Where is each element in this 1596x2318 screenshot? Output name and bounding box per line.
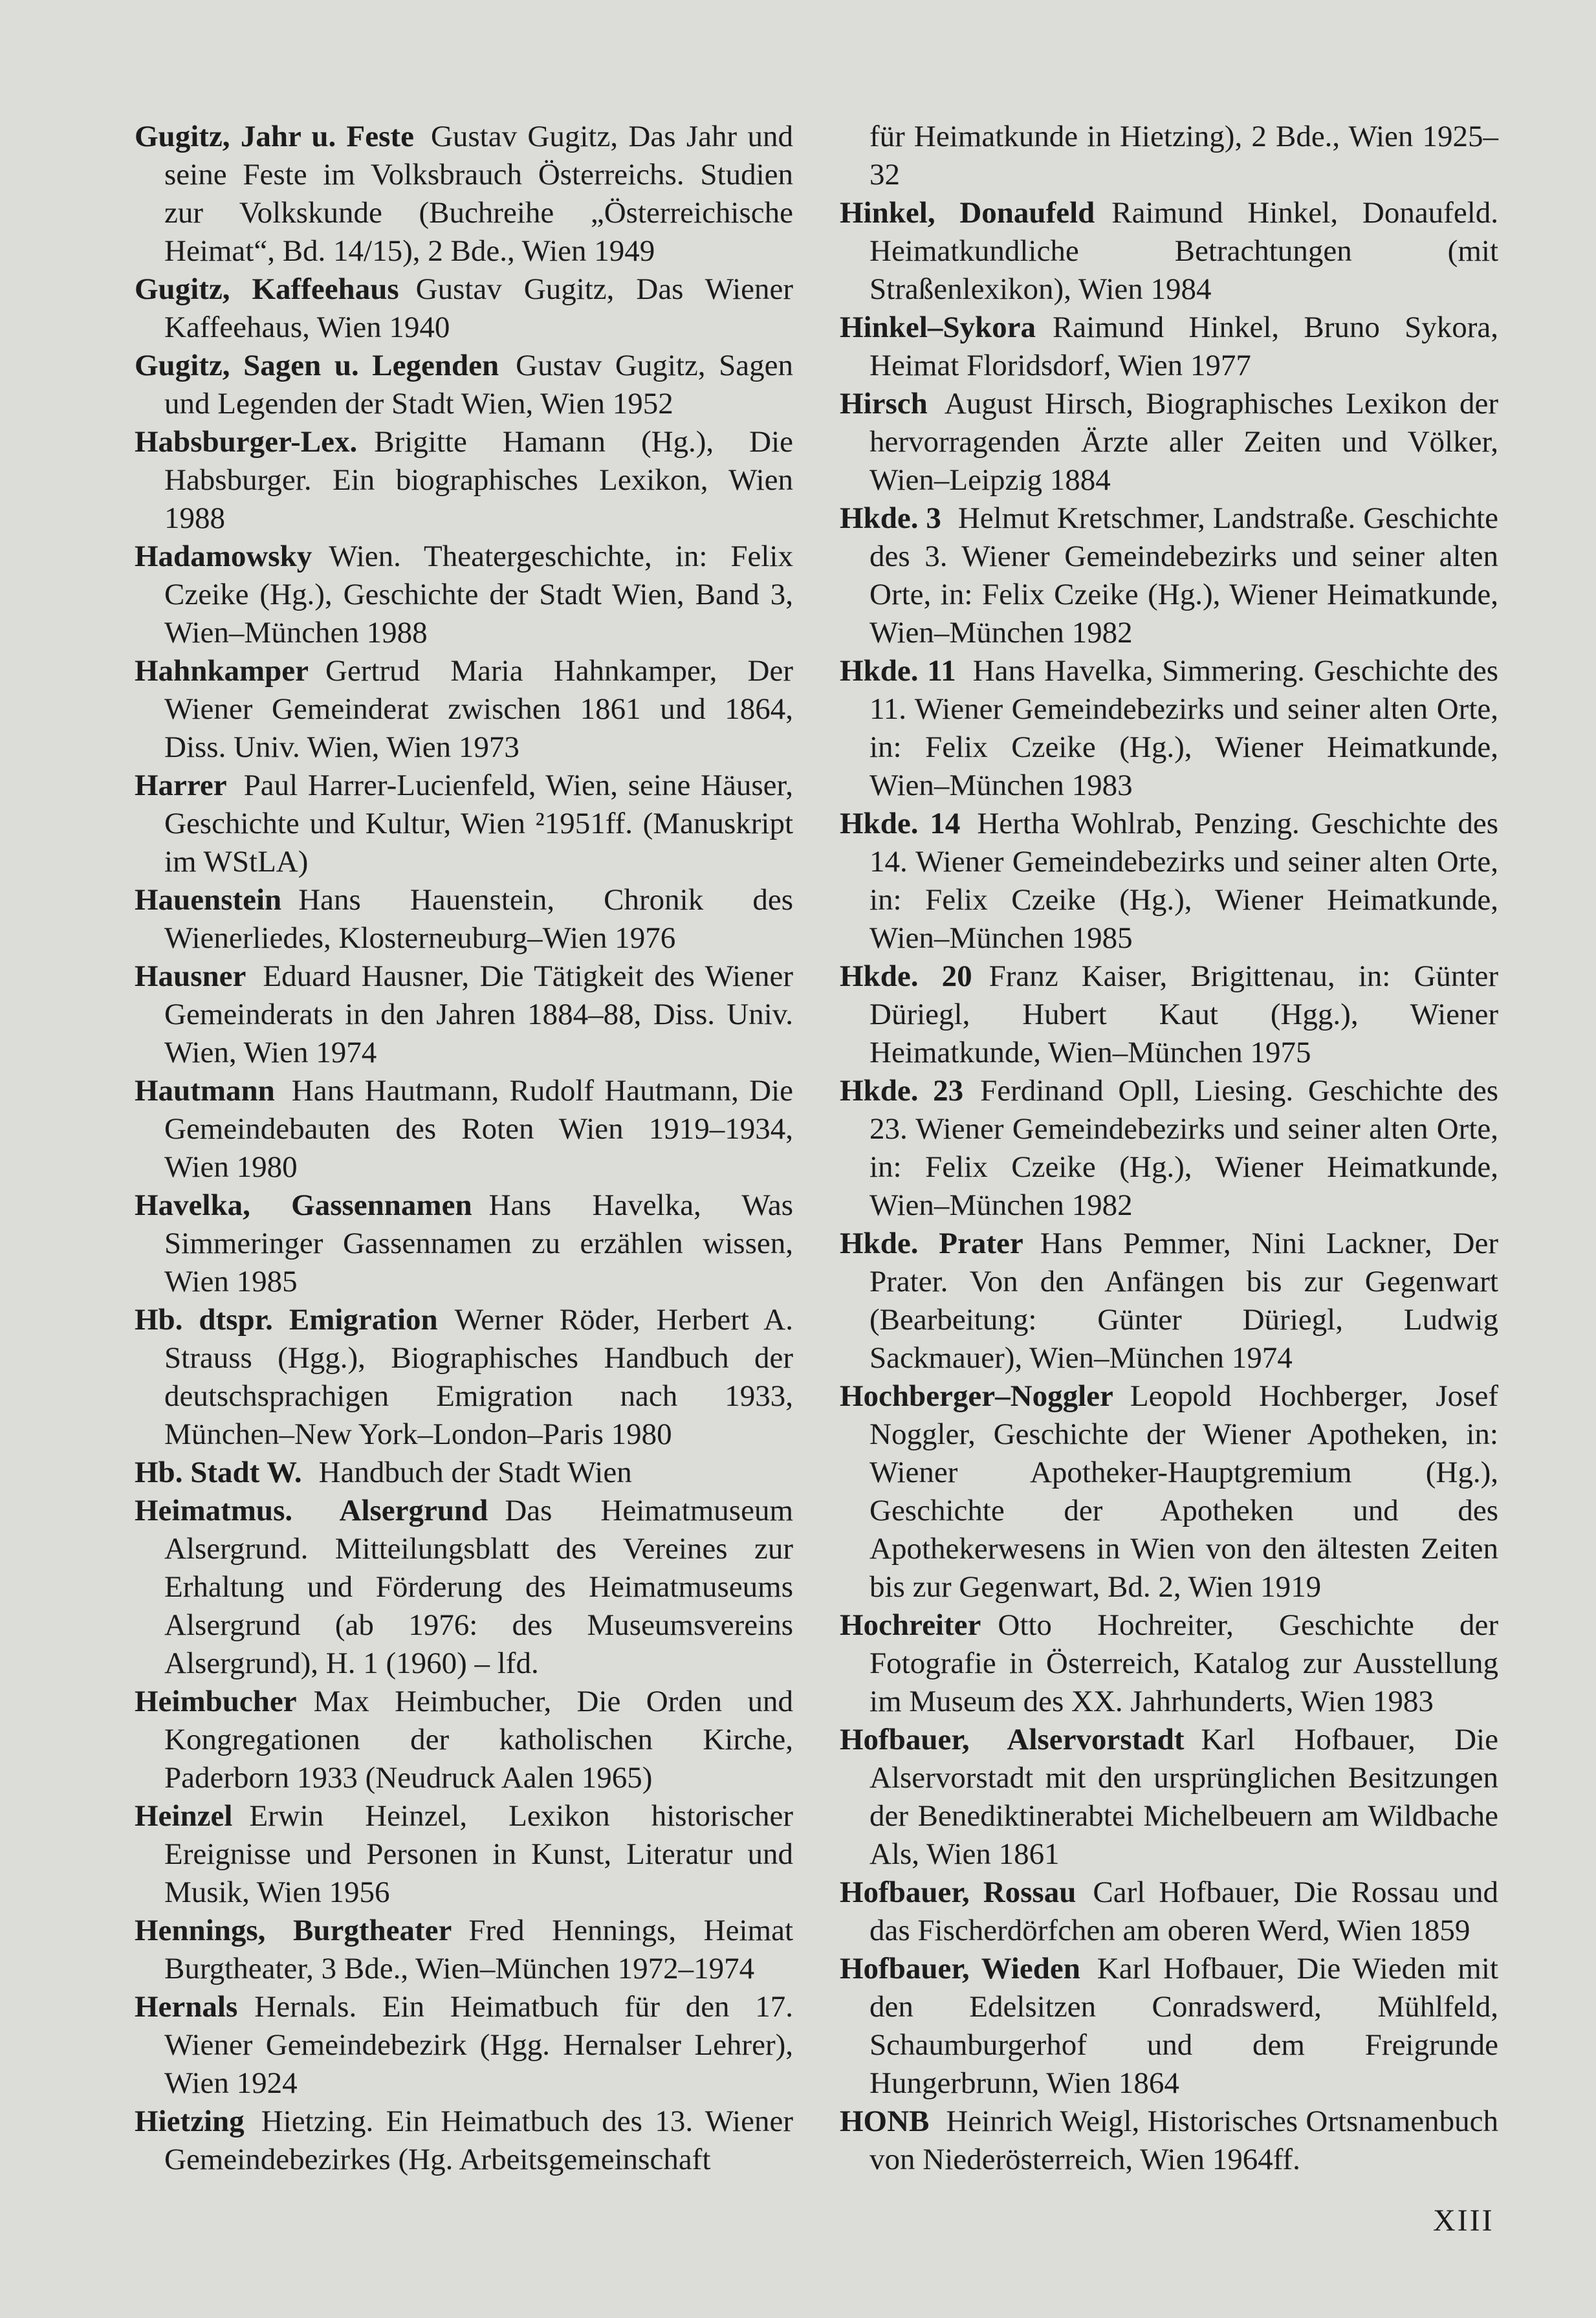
entry-text: Handbuch der Stadt Wien bbox=[318, 1456, 632, 1489]
entry-text: Hietzing. Ein Heimatbuch des 13. Wiener Gemeindebezirkes (Hg. Arbeitsgemeinschaft bbox=[164, 2105, 793, 2176]
bibliography-entry bbox=[135, 1186, 793, 1301]
entry-text: Franz Kaiser, Brigittenau, in: Günter Düriegl, Hubert Kaut (Hgg.), Wiener Heimatkunde, Wien–München 1975 bbox=[869, 959, 1498, 1069]
entry-text: Hans Pemmer, Nini Lackner, Der Prater. Von den Anfängen bis zur Gegenwart (Bearbeitung: Günter Düriegl, Ludwig Sackmauer), Wien–München 1974 bbox=[869, 1227, 1498, 1375]
bibliography-entry bbox=[135, 957, 793, 1072]
bibliography-entry bbox=[135, 1454, 793, 1492]
entry-key: Heimbucher bbox=[135, 1685, 297, 1718]
entry-text: Hertha Wohlrab, Penzing. Geschichte des 14. Wiener Gemeindebezirks und seiner alten Orte, in: Felix Czeike (Hg.), Wiener Heimatkunde, Wien–München 1985 bbox=[869, 807, 1499, 955]
entry-key: Hofbauer, Wieden bbox=[840, 1952, 1080, 1985]
bibliography-entry bbox=[840, 2103, 1498, 2179]
entry-key: Hennings, Burgtheater bbox=[135, 1914, 452, 1947]
entry-key: Hautmann bbox=[135, 1074, 275, 1108]
right-column bbox=[840, 118, 1498, 2179]
bibliography-entry bbox=[135, 1912, 793, 1988]
entry-key: Hochreiter bbox=[840, 1608, 981, 1642]
bibliography-entry bbox=[840, 805, 1498, 957]
bibliography-entry bbox=[135, 1301, 793, 1454]
entry-key: Hinkel–Sykora bbox=[840, 311, 1036, 344]
entry-text: Hans Havelka, Simmering. Geschichte des 11. Wiener Gemeindebezirks und seiner alten Orte, in: Felix Czeike (Hg.), Wiener Heimatkunde, Wien–München 1983 bbox=[869, 654, 1498, 802]
entry-text: Otto Hochreiter, Geschichte der Fotografie in Österreich, Katalog zur Ausstellung im Museum des XX. Jahrhunderts, Wien 1983 bbox=[869, 1608, 1498, 1718]
bibliography-entry bbox=[135, 270, 793, 347]
entry-text: Gertrud Maria Hahnkamper, Der Wiener Gemeinderat zwischen 1861 und 1864, Diss. Univ. Wien, Wien 1973 bbox=[164, 654, 793, 764]
entry-key: Gugitz, Kaffeehaus bbox=[135, 272, 399, 306]
entry-text: Carl Hofbauer, Die Rossau und das Fischerdörfchen am oberen Werd, Wien 1859 bbox=[869, 1875, 1499, 1947]
entry-text: Fred Hennings, Heimat Burgtheater, 3 Bde., Wien–München 1972–1974 bbox=[164, 1914, 794, 1985]
left-column bbox=[135, 118, 793, 2179]
entry-key: Hkde. 14 bbox=[840, 807, 961, 840]
entry-text: Hans Hautmann, Rudolf Hautmann, Die Gemeindebauten des Roten Wien 1919–1934, Wien 1980 bbox=[164, 1074, 793, 1184]
bibliography-entry bbox=[135, 538, 793, 652]
bibliography-entry bbox=[840, 1072, 1498, 1225]
bibliography-entry bbox=[840, 1225, 1498, 1377]
bibliography-entry bbox=[135, 881, 793, 957]
entry-key: Hochberger–Noggler bbox=[840, 1379, 1113, 1413]
bibliography-entry bbox=[135, 1988, 793, 2103]
entry-key: Habsburger-Lex. bbox=[135, 425, 358, 459]
entry-text: Das Heimatmuseum Alsergrund. Mitteilungsblatt des Vereines zur Erhaltung und Förderung des Heimatmuseums Alsergrund (ab 1976: des Museumsvereins Alsergrund), H. 1 (1960) – lfd. bbox=[164, 1494, 794, 1680]
entry-key: Hkde. 3 bbox=[840, 501, 941, 535]
entry-text: Helmut Kretschmer, Landstraße. Geschichte des 3. Wiener Gemeindebezirks und seiner alten Orte, in: Felix Czeike (Hg.), Wiener Heimatkunde, Wien–München 1982 bbox=[869, 501, 1498, 650]
entry-key: Hietzing bbox=[135, 2105, 245, 2138]
entry-key: Hb. dtspr. Emigration bbox=[135, 1303, 438, 1337]
entry-key: Harrer bbox=[135, 769, 227, 802]
bibliography-entry bbox=[840, 385, 1498, 499]
bibliography-entry bbox=[840, 309, 1498, 385]
entry-text: Karl Hofbauer, Die Alservorstadt mit den ursprünglichen Besitzungen der Benediktinerabtei Michelbeuern am Wildbache Als, Wien 1861 bbox=[869, 1723, 1498, 1871]
bibliography-entry bbox=[135, 1492, 793, 1683]
entry-key: Hernals bbox=[135, 1990, 238, 2024]
entry-text: Brigitte Hamann (Hg.), Die Habsburger. Ein biographisches Lexikon, Wien 1988 bbox=[164, 425, 793, 535]
bibliography-entry bbox=[840, 652, 1498, 805]
entry-text: August Hirsch, Biographisches Lexikon der hervorragenden Ärzte aller Zeiten und Völker, Wien–Leipzig 1884 bbox=[869, 387, 1498, 497]
bibliography-entry bbox=[840, 194, 1498, 309]
bibliography-entry bbox=[840, 957, 1498, 1072]
entry-text: Heinrich Weigl, Historisches Ortsnamenbuch von Niederösterreich, Wien 1964ff. bbox=[869, 2105, 1498, 2176]
bibliography-entry bbox=[135, 1072, 793, 1186]
entry-text: Hernals. Ein Heimatbuch für den 17. Wiener Gemeindebezirk (Hgg. Hernalser Lehrer), Wien 1924 bbox=[164, 1990, 793, 2100]
bibliography-entry bbox=[135, 423, 793, 538]
entry-text: Hans Havelka, Was Simmeringer Gassennamen zu erzählen wissen, Wien 1985 bbox=[164, 1188, 794, 1298]
entry-continuation: für Heimatkunde in Hietzing), 2 Bde., Wien 1925–32 bbox=[869, 120, 1498, 191]
bibliography-entry bbox=[135, 1797, 793, 1912]
bibliography-entry bbox=[135, 118, 793, 270]
entry-key: Hkde. 20 bbox=[840, 959, 972, 993]
entry-text: Raimund Hinkel, Donaufeld. Heimatkundliche Betrachtungen (mit Straßenlexikon), Wien 1984 bbox=[869, 196, 1498, 306]
entry-text: Raimund Hinkel, Bruno Sykora, Heimat Floridsdorf, Wien 1977 bbox=[869, 311, 1498, 382]
entry-key: Heimatmus. Alsergrund bbox=[135, 1494, 488, 1527]
bibliography-entry bbox=[135, 652, 793, 767]
entry-text: Ferdinand Opll, Liesing. Geschichte des 23. Wiener Gemeindebezirks und seiner alten Orte, in: Felix Czeike (Hg.), Wiener Heimatkunde, Wien–München 1982 bbox=[869, 1074, 1498, 1222]
bibliography-entry bbox=[840, 1874, 1498, 1950]
entry-key: Hirsch bbox=[840, 387, 928, 421]
page-number: XIII bbox=[1433, 2203, 1494, 2238]
entry-text: Werner Röder, Herbert A. Strauss (Hgg.), Biographisches Handbuch der deutschsprachigen Emigration nach 1933, München–New York–London–Paris 1980 bbox=[164, 1303, 793, 1451]
entry-key: Gugitz, Sagen u. Legenden bbox=[135, 349, 499, 382]
entry-key: Hinkel, Donaufeld bbox=[840, 196, 1095, 230]
bibliography-entry bbox=[135, 1683, 793, 1797]
entry-key: Hkde. Prater bbox=[840, 1227, 1023, 1260]
entry-key: Hauenstein bbox=[135, 883, 282, 917]
entry-text: Paul Harrer-Lucienfeld, Wien, seine Häuser, Geschichte und Kultur, Wien ²1951ff. (Manuskript im WStLA) bbox=[164, 769, 793, 879]
bibliography-entry bbox=[135, 767, 793, 881]
bibliography-entry bbox=[135, 347, 793, 423]
bibliography-entry bbox=[840, 1606, 1498, 1721]
entry-key: Hofbauer, Alservorstadt bbox=[840, 1723, 1185, 1756]
entry-key: Hofbauer, Rossau bbox=[840, 1875, 1077, 1909]
entry-text: Gustav Gugitz, Das Jahr und seine Feste im Volksbrauch Österreichs. Studien zur Volkskunde (Buchreihe „Österreichische Heimat“, Bd. 14/15), 2 Bde., Wien 1949 bbox=[164, 120, 793, 268]
entry-text: Hans Hauenstein, Chronik des Wienerliedes, Klosterneuburg–Wien 1976 bbox=[164, 883, 793, 955]
bibliography-entry bbox=[840, 1950, 1498, 2103]
entry-text: Wien. Theatergeschichte, in: Felix Czeike (Hg.), Geschichte der Stadt Wien, Band 3, Wien–München 1988 bbox=[164, 540, 793, 650]
entry-key: Hkde. 23 bbox=[840, 1074, 964, 1108]
entry-key: Gugitz, Jahr u. Feste bbox=[135, 120, 414, 153]
entry-key: Havelka, Gassennamen bbox=[135, 1188, 472, 1222]
entry-text: Leopold Hochberger, Josef Noggler, Geschichte der Wiener Apotheken, in: Wiener Apotheker-Hauptgremium (Hg.), Geschichte der Apotheken und des Apothekerwesens in Wien von den ältesten Zeiten bis zur Gegenwart, Bd. 2, Wien 1919 bbox=[869, 1379, 1498, 1604]
entry-text: Gustav Gugitz, Das Wiener Kaffeehaus, Wien 1940 bbox=[164, 272, 793, 344]
entry-key: Heinzel bbox=[135, 1799, 233, 1833]
bibliography-entry bbox=[840, 1377, 1498, 1606]
entry-text: Eduard Hausner, Die Tätigkeit des Wiener Gemeinderats in den Jahren 1884–88, Diss. Univ. Wien, Wien 1974 bbox=[164, 959, 793, 1069]
entry-text: Karl Hofbauer, Die Wieden mit den Edelsitzen Conradswerd, Mühlfeld, Schaumburgerhof und dem Freigrunde Hungerbrunn, Wien 1864 bbox=[869, 1952, 1498, 2100]
entry-key: Hausner bbox=[135, 959, 246, 993]
entry-key: Hkde. 11 bbox=[840, 654, 956, 688]
entry-text: Erwin Heinzel, Lexikon historischer Ereignisse und Personen in Kunst, Literatur und Musik, Wien 1956 bbox=[164, 1799, 793, 1909]
entry-key: Hb. Stadt W. bbox=[135, 1456, 302, 1489]
bibliography-entry bbox=[840, 1721, 1498, 1874]
bibliography-entry bbox=[840, 499, 1498, 652]
entry-text: Gustav Gugitz, Sagen und Legenden der Stadt Wien, Wien 1952 bbox=[164, 349, 793, 421]
entry-key: HONB bbox=[840, 2105, 930, 2138]
entry-key: Hahnkamper bbox=[135, 654, 309, 688]
entry-key: Hadamowsky bbox=[135, 540, 312, 573]
entry-text: Max Heimbucher, Die Orden und Kongregationen der katholischen Kirche, Paderborn 1933 (Neudruck Aalen 1965) bbox=[164, 1685, 793, 1795]
bibliography-entry bbox=[135, 2103, 793, 2179]
